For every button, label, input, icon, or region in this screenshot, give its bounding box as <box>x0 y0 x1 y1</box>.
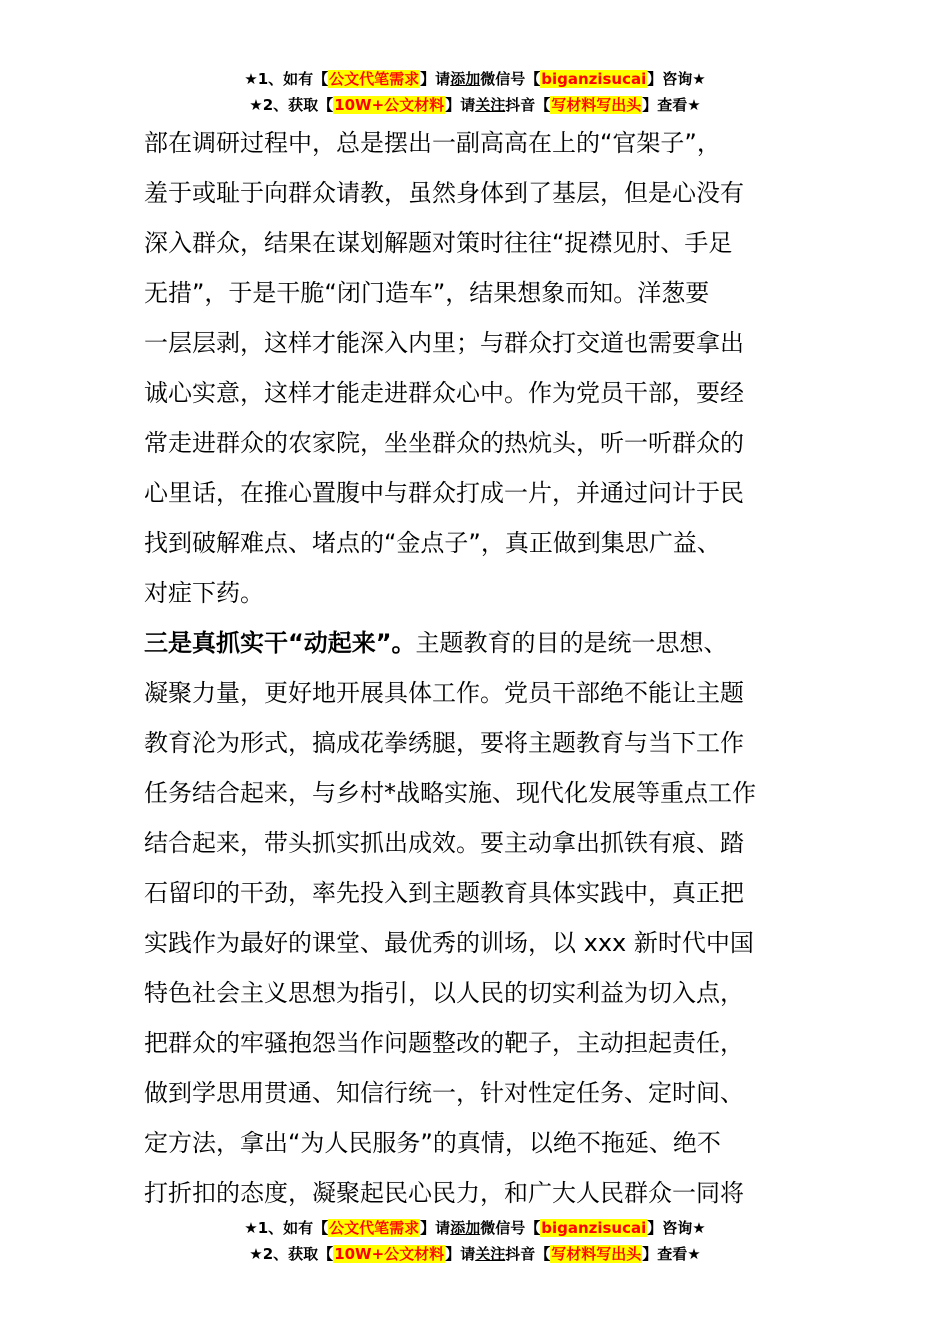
section-heading: 三是真抓实干“动起来”。 <box>144 629 416 657</box>
body-line: 把群众的牢骚抱怨当作问题整改的靶子，主动担起责任， <box>144 1029 744 1057</box>
banner-text: 微信号【 <box>480 70 541 88</box>
body-line: 凝聚力量，更好地开展具体工作。党员干部绝不能让主题 <box>144 679 744 707</box>
banner-text: 】请 <box>445 1245 476 1263</box>
banner-underlined: 关注 <box>475 1245 506 1263</box>
banner-line-1 <box>0 66 950 92</box>
banner-line-1 <box>0 1215 950 1241</box>
banner-text: ★2、获取【 <box>249 1245 334 1263</box>
banner-highlight-douyin: 写材料写出头 <box>551 96 642 114</box>
body-line: 教育沦为形式，搞成花拳绣腿，要将主题教育与当下工作 <box>144 729 744 757</box>
banner-text: 】查看★ <box>642 96 701 114</box>
body-line: 石留印的干劲，率先投入到主题教育具体实践中，真正把 <box>144 879 744 907</box>
banner-text: 】请 <box>420 1219 451 1237</box>
banner-text: ★1、如有【 <box>244 70 329 88</box>
banner-line-2 <box>0 92 950 118</box>
section-heading-line <box>144 618 816 668</box>
body-line: 心里话，在推心置腹中与群众打成一片，并通过问计于民 <box>144 479 744 507</box>
document-body <box>144 118 816 1218</box>
header-banner <box>0 66 950 118</box>
body-line: 对症下药。 <box>144 579 264 607</box>
banner-text: 】咨询★ <box>647 1219 706 1237</box>
section-heading-rest: 主题教育的目的是统一思想、 <box>415 629 728 657</box>
body-line: 定方法，拿出“为人民服务”的真情，以绝不拖延、绝不 <box>144 1129 721 1157</box>
banner-highlight-wechat: biganzisucai <box>541 70 647 88</box>
banner-highlight-douyin: 写材料写出头 <box>551 1245 642 1263</box>
banner-underlined: 关注 <box>475 96 506 114</box>
body-line: 诚心实意，这样才能走进群众心中。作为党员干部，要经 <box>144 379 744 407</box>
body-line: 一层层剥，这样才能深入内里；与群众打交道也需要拿出 <box>144 329 744 357</box>
banner-underlined: 添加 <box>450 1219 481 1237</box>
body-line: 常走进群众的农家院，坐坐群众的热炕头，听一听群众的 <box>144 429 744 457</box>
banner-line-2 <box>0 1241 950 1267</box>
banner-highlight-wechat: biganzisucai <box>541 1219 647 1237</box>
banner-highlight: 公文代笔需求 <box>329 1219 420 1237</box>
banner-highlight: 公文代笔需求 <box>329 70 420 88</box>
banner-text: 微信号【 <box>480 1219 541 1237</box>
banner-underlined: 添加 <box>450 70 481 88</box>
body-line: 结合起来，带头抓实抓出成效。要主动拿出抓铁有痕、踏 <box>144 829 744 857</box>
body-line: 做到学思用贯通、知信行统一，针对性定任务、定时间、 <box>144 1079 744 1107</box>
body-line: 羞于或耻于向群众请教，虽然身体到了基层，但是心没有 <box>144 179 744 207</box>
banner-text: 】查看★ <box>642 1245 701 1263</box>
body-line: 深入群众，结果在谋划解题对策时往往“捉襟见肘、手足 <box>144 229 733 257</box>
body-line: 部在调研过程中，总是摆出一副高高在上的“官架子”， <box>144 129 721 157</box>
banner-text: 抖音【 <box>505 96 551 114</box>
banner-highlight: 10W+公文材料 <box>334 96 445 114</box>
banner-text: 】请 <box>445 96 476 114</box>
banner-text: ★1、如有【 <box>244 1219 329 1237</box>
banner-highlight: 10W+公文材料 <box>334 1245 445 1263</box>
body-line: 打折扣的态度，凝聚起民心民力，和广大人民群众一同将 <box>144 1179 744 1207</box>
banner-text: 】请 <box>420 70 451 88</box>
body-line: 特色社会主义思想为指引，以人民的切实利益为切入点， <box>144 979 744 1007</box>
body-line: 无措”，于是干脆“闭门造车”，结果想象而知。洋葱要 <box>144 279 710 307</box>
banner-text: 】咨询★ <box>647 70 706 88</box>
banner-text: 抖音【 <box>505 1245 551 1263</box>
footer-banner <box>0 1215 950 1267</box>
body-line: 找到破解难点、堵点的“金点子”，真正做到集思广益、 <box>144 529 721 557</box>
banner-text: ★2、获取【 <box>249 96 334 114</box>
body-line: 实践作为最好的课堂、最优秀的训场，以 xxx 新时代中国 <box>144 929 754 957</box>
body-line: 任务结合起来，与乡村*战略实施、现代化发展等重点工作 <box>144 779 756 807</box>
